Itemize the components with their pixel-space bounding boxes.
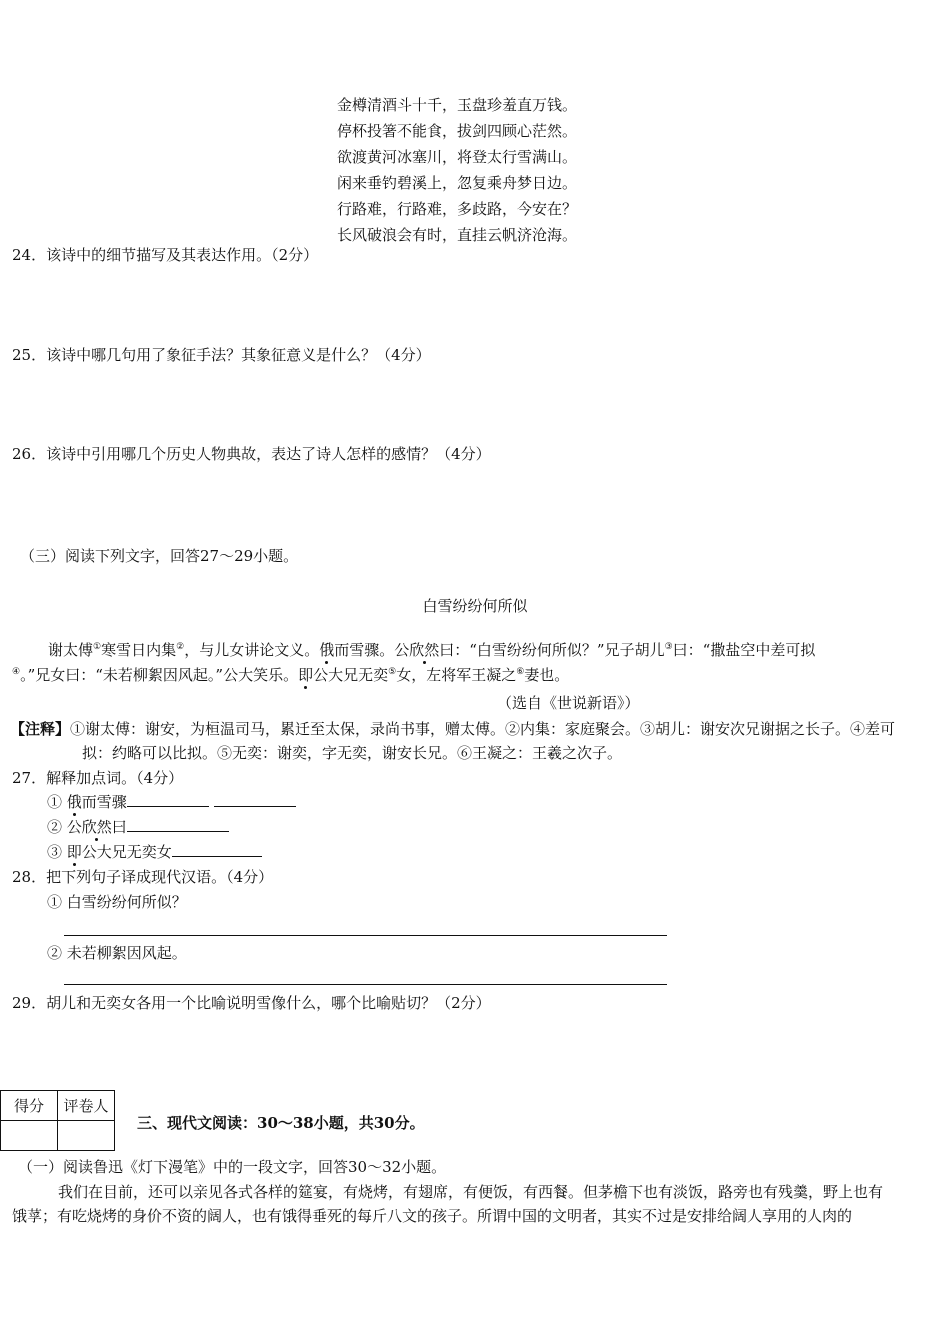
score-header: 得分 xyxy=(1,1091,58,1121)
dotted-word: 俄 xyxy=(319,641,335,659)
answer-line[interactable] xyxy=(64,935,667,936)
question-24: 24．该诗中的细节描写及其表达作用。（2分） xyxy=(12,246,319,264)
note-mark: ② xyxy=(176,642,185,652)
poem-line: 金樽清酒斗十千，玉盘珍羞直万钱。 xyxy=(337,96,578,114)
note-mark: ④ xyxy=(12,667,21,677)
answer-blank[interactable] xyxy=(172,840,262,857)
grader-cell[interactable] xyxy=(58,1121,115,1151)
poem-line: 长风破浪会有时，直挂云帆济沧海。 xyxy=(337,226,578,244)
passage-title: 白雪纷纷何所似 xyxy=(422,597,528,615)
poem-line: 停杯投箸不能食，拔剑四顾心茫然。 xyxy=(337,122,578,140)
q27-item-3: ③ 即公大兄无奕女 xyxy=(47,840,262,863)
answer-blank[interactable] xyxy=(214,790,296,807)
note-mark: ⑥ xyxy=(516,667,525,677)
note-mark: ① xyxy=(93,642,102,652)
section-3-heading: （三）阅读下列文字，回答27～29小题。 xyxy=(20,547,299,565)
note-mark: ③ xyxy=(664,642,673,652)
passage-source: （选自《世说新语》） xyxy=(497,694,640,712)
question-28: 28．把下列句子译成现代汉语。（4分） xyxy=(12,868,274,886)
modern-line-1: 我们在目前，还可以亲见各式各样的筵宴，有烧烤，有翅席，有便饭，有西餐。但茅檐下也有淡饭，路旁也有残羹，野上也有 xyxy=(58,1183,884,1201)
notes-label: 【注释】 xyxy=(10,720,71,738)
question-29: 29．胡儿和无奕女各用一个比喻说明雪像什么，哪个比喻贴切？（2分） xyxy=(12,994,491,1012)
poem xyxy=(337,92,577,248)
answer-line[interactable] xyxy=(64,984,667,985)
poem-line: 行路难，行路难，多歧路，今安在？ xyxy=(337,200,578,218)
passage-line-2: ④。”兄女曰：“未若柳絮因风起。”公大笑乐。即公大兄无奕⑤女，左将军王凝之⑥妻也。 xyxy=(12,666,570,684)
note-mark: ⑤ xyxy=(388,667,397,677)
poem-line: 闲来垂钓碧溪上，忽复乘舟梦日边。 xyxy=(337,174,578,192)
q28-item-1: ① 白雪纷纷何所似？ xyxy=(47,893,187,911)
answer-blank[interactable] xyxy=(127,790,209,807)
q28-item-2: ② 未若柳絮因风起。 xyxy=(47,944,187,962)
answer-blank[interactable] xyxy=(127,815,229,832)
grader-header: 评卷人 xyxy=(58,1091,115,1121)
modern-heading: （一）阅读鲁迅《灯下漫笔》中的一段文字，回答30～32小题。 xyxy=(18,1158,447,1176)
dotted-word: 即 xyxy=(298,666,314,684)
poem-line: 欲渡黄河冰塞川，将登太行雪满山。 xyxy=(337,148,578,166)
notes-line-1: 【注释】①谢太傅：谢安，为桓温司马，累迁至太保，录尚书事，赠太傅。②内集：家庭聚会。③胡儿：谢安次兄谢据之长子。④差可 xyxy=(10,720,896,738)
notes-line-2: 拟：约略可以比拟。⑤无奕：谢奕，字无奕，谢安长兄。⑥王凝之：王羲之次子。 xyxy=(82,744,623,762)
dotted-word: 欣然 xyxy=(409,641,440,659)
score-cell[interactable] xyxy=(1,1121,58,1151)
score-table xyxy=(0,1090,115,1151)
passage-line-1: 谢太傅①寒雪日内集②，与儿女讲论文义。俄而雪骤。公欣然曰：“白雪纷纷何所似？”兄子胡儿③曰：“撒盐空中差可拟 xyxy=(48,641,816,659)
section-title: 三、现代文阅读：30～38小题，共30分。 xyxy=(137,1114,425,1132)
question-25: 25．该诗中哪几句用了象征手法？其象征意义是什么？（4分） xyxy=(12,346,431,364)
q27-item-1: ① 俄而雪骤 xyxy=(47,790,296,813)
question-26: 26．该诗中引用哪几个历史人物典故，表达了诗人怎样的感情？（4分） xyxy=(12,445,491,463)
q27-item-2: ② 公欣然曰 xyxy=(47,815,229,838)
question-27: 27．解释加点词。（4分） xyxy=(12,769,184,787)
modern-line-2: 饿莩；有吃烧烤的身价不资的阔人，也有饿得垂死的每斤八文的孩子。所谓中国的文明者，其实不过是安排给阔人享用的人肉的 xyxy=(12,1207,853,1225)
